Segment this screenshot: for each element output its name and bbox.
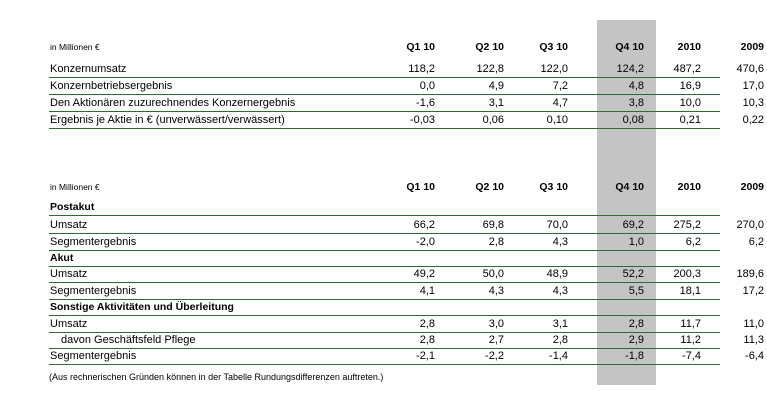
- table-row: [49, 316, 764, 333]
- table-row: [49, 283, 764, 300]
- cell-q2: 2,8: [488, 236, 504, 248]
- section-title: Akut: [50, 252, 74, 264]
- cell-q4: 69,2: [622, 219, 644, 231]
- cell-q2: 69,8: [482, 219, 504, 231]
- cell-q4: 1,0: [628, 236, 644, 248]
- cell-q2: 3,1: [488, 97, 504, 109]
- cell-q4: 124,2: [616, 63, 644, 75]
- table2-header-q4: Q4 10: [615, 181, 644, 193]
- table1-header-q2: Q2 10: [475, 41, 504, 53]
- cell-q4: 4,8: [628, 80, 644, 92]
- cell-q4: 3,8: [628, 97, 644, 109]
- footnote: (Aus rechnerischen Gründen können in der Tabelle Rundungsdifferenzen auftreten.): [49, 372, 384, 382]
- cell-q3: 4,3: [552, 236, 568, 248]
- cell-q2: 2,7: [488, 334, 504, 346]
- cell-2009: 11,0: [743, 318, 764, 330]
- cell-q4: 5,5: [628, 285, 644, 297]
- table-row: [49, 112, 764, 129]
- cell-q4: -1,8: [625, 350, 644, 362]
- cell-q1: 2,8: [419, 334, 435, 346]
- cell-2009: 10,3: [742, 97, 764, 109]
- cell-2010: 11,7: [680, 318, 701, 330]
- table-row: [49, 266, 764, 283]
- table1-header-q3: Q3 10: [539, 41, 568, 53]
- cell-2010: 275,2: [673, 219, 701, 231]
- table-row: [49, 348, 764, 365]
- section-header-postakut: [49, 199, 720, 216]
- cell-q3: 48,9: [546, 268, 568, 280]
- cell-q3: 3,1: [552, 318, 568, 330]
- cell-q4: 2,8: [628, 318, 644, 330]
- section-header-sonstige: [49, 299, 720, 316]
- cell-q2: 3,0: [488, 318, 504, 330]
- table-row: [49, 95, 764, 112]
- cell-q4: 0,08: [622, 114, 644, 126]
- cell-2010: 200,3: [673, 268, 701, 280]
- row-label: Konzernbetriebsergebnis: [50, 80, 173, 92]
- cell-q2: 0,06: [482, 114, 504, 126]
- row-label: Den Aktionären zuzurechnendes Konzernergebnis: [50, 97, 296, 109]
- cell-q1: 4,1: [419, 285, 435, 297]
- table1-header-q4: Q4 10: [615, 41, 644, 53]
- row-label: Segmentergebnis: [50, 285, 137, 297]
- cell-q3: 7,2: [552, 80, 568, 92]
- row-label: davon Geschäftsfeld Pflege: [61, 334, 196, 346]
- cell-q3: 0,10: [546, 114, 568, 126]
- table2-unit-label: in Millionen €: [50, 182, 100, 192]
- section-title: Sonstige Aktivitäten und Überleitung: [50, 301, 234, 313]
- cell-2010: 11,2: [680, 334, 701, 346]
- table2-header-2010: 2010: [677, 181, 701, 193]
- row-label: Umsatz: [50, 318, 88, 330]
- row-label: Segmentergebnis: [50, 350, 137, 362]
- cell-q2: -2,2: [485, 350, 504, 362]
- table1-header-q1: Q1 10: [406, 41, 435, 53]
- table1-header-2009: 2009: [740, 41, 764, 53]
- cell-2009: 11,3: [743, 334, 764, 346]
- cell-q1: 49,2: [413, 268, 435, 280]
- row-label: Konzernumsatz: [50, 63, 127, 75]
- cell-q3: 70,0: [546, 219, 568, 231]
- cell-q3: 2,8: [552, 334, 568, 346]
- table-row: [49, 78, 764, 95]
- cell-2009: 0,22: [742, 114, 764, 126]
- table1-header-row: [49, 40, 764, 54]
- table1-unit-label: in Millionen €: [50, 42, 100, 52]
- row-label: Segmentergebnis: [50, 236, 137, 248]
- table-row: [49, 61, 764, 78]
- cell-2009: 270,0: [736, 219, 764, 231]
- cell-2010: 16,9: [679, 80, 701, 92]
- cell-q1: -2,0: [416, 236, 435, 248]
- cell-2009: -6,4: [745, 350, 764, 362]
- cell-q2: 4,9: [488, 80, 504, 92]
- cell-q1: -2,1: [416, 350, 435, 362]
- cell-2009: 17,2: [742, 285, 764, 297]
- cell-q1: 2,8: [419, 318, 435, 330]
- table1-header-2010: 2010: [677, 41, 701, 53]
- cell-2010: 0,21: [679, 114, 701, 126]
- cell-q1: 66,2: [413, 219, 435, 231]
- row-label: Ergebnis je Aktie in € (unverwässert/verwässert): [50, 114, 285, 126]
- table-row: [49, 217, 764, 234]
- cell-q3: 4,3: [552, 285, 568, 297]
- table-row: [49, 234, 764, 251]
- cell-2010: 18,1: [679, 285, 701, 297]
- cell-2010: 6,2: [685, 236, 701, 248]
- cell-q2: 50,0: [482, 268, 504, 280]
- cell-2009: 6,2: [748, 236, 764, 248]
- cell-q3: 4,7: [552, 97, 568, 109]
- section-title: Postakut: [50, 201, 95, 213]
- cell-2010: -7,4: [682, 350, 701, 362]
- section-header-akut: [49, 250, 720, 267]
- cell-q1: 0,0: [419, 80, 435, 92]
- cell-2009: 470,6: [736, 63, 764, 75]
- table2-header-q1: Q1 10: [406, 181, 435, 193]
- table2-header-q3: Q3 10: [539, 181, 568, 193]
- cell-q3: -1,4: [549, 350, 568, 362]
- cell-2010: 487,2: [673, 63, 701, 75]
- table2-header-q2: Q2 10: [475, 181, 504, 193]
- cell-q2: 122,8: [476, 63, 504, 75]
- cell-q4: 2,9: [628, 334, 644, 346]
- cell-2009: 17,0: [742, 80, 764, 92]
- cell-2010: 10,0: [679, 97, 701, 109]
- cell-q2: 4,3: [488, 285, 504, 297]
- table2-header-2009: 2009: [740, 181, 764, 193]
- row-label: Umsatz: [50, 219, 88, 231]
- cell-q3: 122,0: [540, 63, 568, 75]
- cell-q4: 52,2: [622, 268, 644, 280]
- row-label: Umsatz: [50, 268, 88, 280]
- cell-q1: -0,03: [409, 114, 435, 126]
- cell-2009: 189,6: [736, 268, 764, 280]
- table2-header-row: [49, 180, 764, 194]
- cell-q1: -1,6: [416, 97, 435, 109]
- cell-q1: 118,2: [408, 63, 435, 75]
- table-row: [49, 332, 764, 349]
